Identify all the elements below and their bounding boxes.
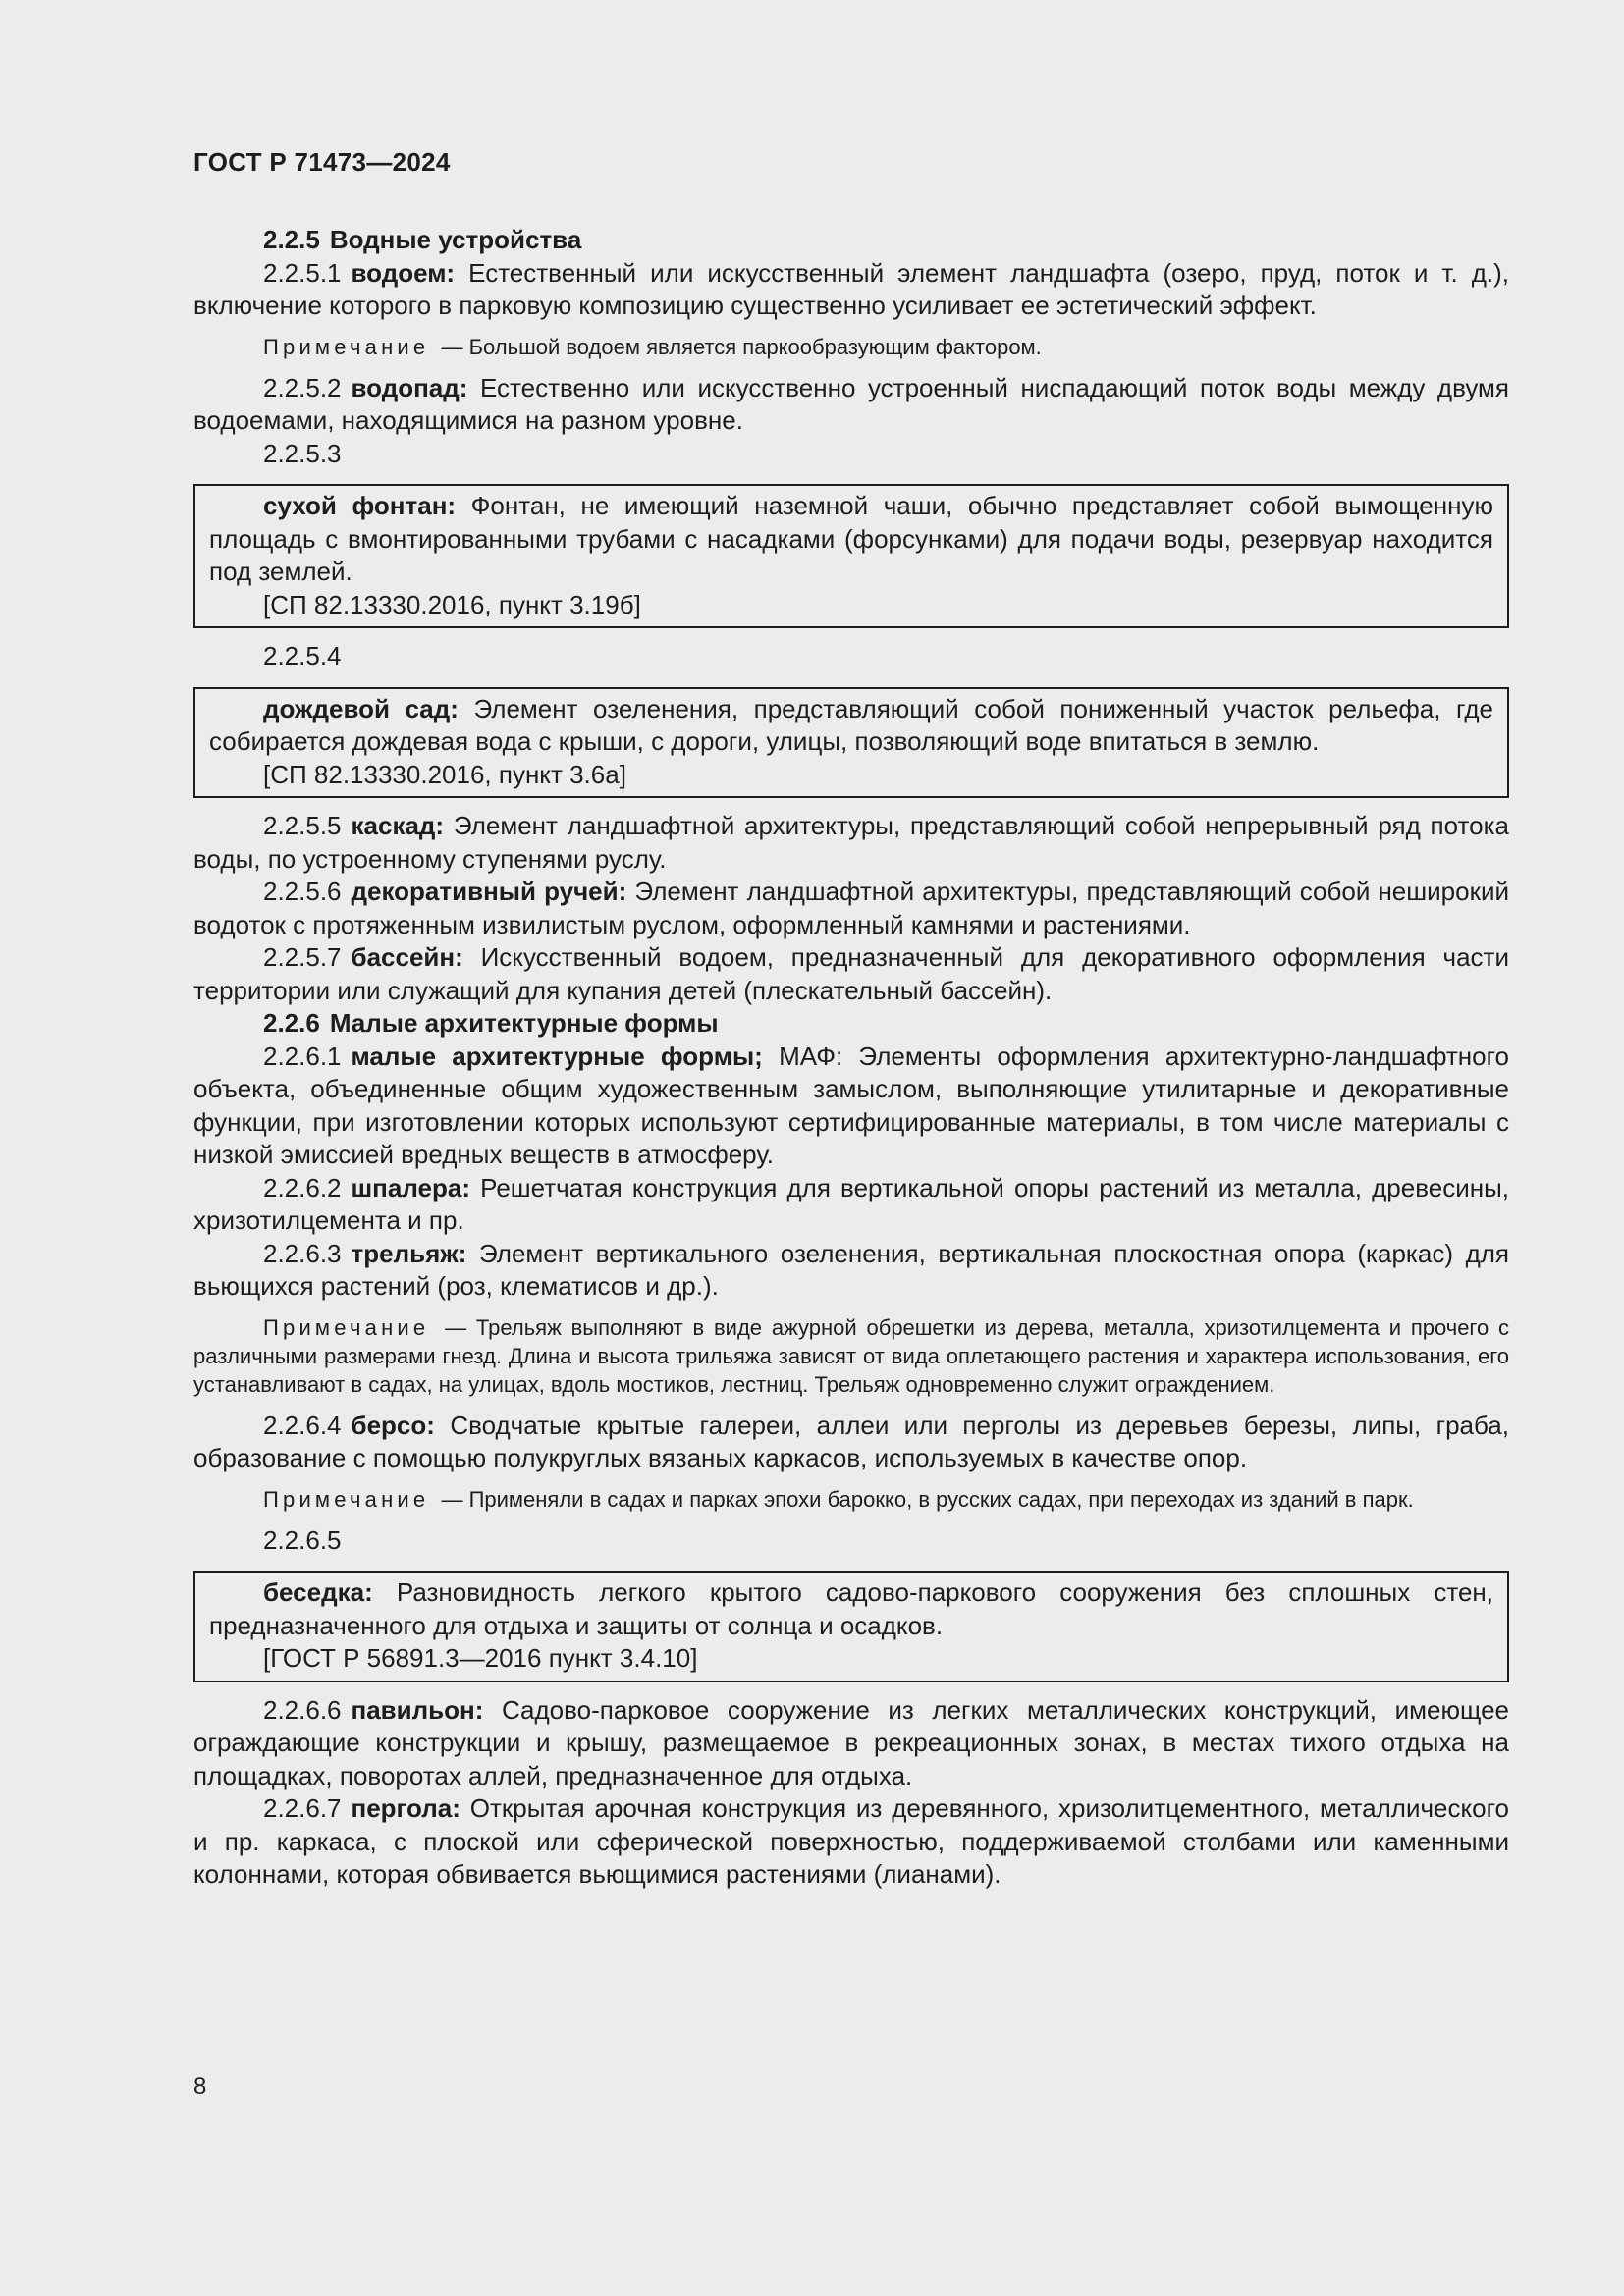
section-heading-2-2-5: 2.2.5 Водные устройства [263,225,582,254]
document-page [193,0,1509,2296]
document-header: ГОСТ Р 71473—2024 [193,147,451,177]
term-2-2-6-5: беседка: Разновидность легкого крытого садово-паркового сооружения без сплошных стен, предназначенного для отдыха и защиты от солнца и осадков. [209,1577,1493,1640]
section-heading-2-2-6: 2.2.6 Малые архитектурные формы [263,1008,719,1038]
term-box-2-2-5-4 [193,687,1509,799]
term-box-2-2-6-5 [193,1571,1509,1682]
term-2-2-6-4: 2.2.6.4 берсо: Сводчатые крытые галереи, аллеи или перголы из деревьев березы, липы, граба, образование с помощью полукруглых вязаных каркасов, используемых в качестве опор. [193,1410,1509,1472]
term-source-2-2-5-3: [СП 82.13330.2016, пункт 3.19б] [263,589,641,619]
term-number-2-2-6-5: 2.2.6.5 [263,1524,342,1555]
note-2-2-5-1: Примечание — Большой водоем является паркообразующим фактором. [263,334,1042,359]
document-body [193,224,1509,1892]
term-source-2-2-6-5: [ГОСТ Р 56891.3—2016 пункт 3.4.10] [263,1643,698,1673]
term-number-2-2-5-4: 2.2.5.4 [263,641,342,670]
term-2-2-5-7: 2.2.5.7 бассейн: Искусственный водоем, предназначенный для декоративного оформления части территории или служащий для купания детей (плескательный бассейн). [193,942,1509,1005]
term-number-2-2-5-3: 2.2.5.3 [263,438,342,468]
term-source-2-2-5-4: [СП 82.13330.2016, пункт 3.6а] [263,759,626,789]
term-2-2-5-4: дождевой сад: Элемент озеленения, представляющий собой пониженный участок рельефа, где собирается дождевая вода с крыши, с дороги, улицы, позволяющий воде впитаться в землю. [209,693,1493,756]
term-2-2-6-1: 2.2.6.1 малые архитектурные формы; МАФ: Элементы оформления архитектурно-ландшафтного объекта, объединенные общим художественным замыслом, выполняющие утилитарные и декоративные функции, при изготовлении которых используют сертифицированные материалы, в том числе материалы с низкой эмиссией вредных веществ в атмосферу. [193,1041,1509,1169]
page-number: 8 [193,2073,207,2100]
term-2-2-5-6: 2.2.5.6 декоративный ручей: Элемент ландшафтной архитектуры, представляющий собой неширокий водоток с протяженным извилистым руслом, оформленный камнями и растениями. [193,877,1509,939]
term-2-2-6-2: 2.2.6.2 шпалера: Решетчатая конструкция для вертикальной опоры растений из металла, древесины, хризотилцемента и пр. [193,1172,1509,1235]
term-2-2-5-5: 2.2.5.5 каскад: Элемент ландшафтной архитектуры, представляющий собой непрерывный ряд потока воды, по устроенному ступенями руслу. [193,811,1509,874]
term-box-2-2-5-3 [193,484,1509,628]
term-2-2-6-3: 2.2.6.3 трельяж: Элемент вертикального озеленения, вертикальная плоскостная опора (каркас) для вьющихся растений (роз, клематисов и др.). [193,1238,1509,1301]
note-2-2-6-4: Примечание — Применяли в садах и парках эпохи барокко, в русских садах, при переходах из зданий в парк. [263,1486,1414,1512]
term-2-2-5-1: 2.2.5.1 водоем: Естественный или искусственный элемент ландшафта (озеро, пруд, поток и т. д.), включение которого в парковую композицию существенно усиливает ее эстетический эффект. [193,257,1509,320]
term-2-2-5-3: сухой фонтан: Фонтан, не имеющий наземной чаши, обычно представляет собой вымощенную площадь с вмонтированными трубами с насадками (форсунками) для подачи воды, резервуар находится под землей. [209,491,1493,586]
term-2-2-6-6: 2.2.6.6 павильон: Садово-парковое сооружение из легких металлических конструкций, имеющее ограждающие конструкции и крышу, размещаемое в рекреационных зонах, в местах тихого отдыха на площадках, поворотах аллей, предназначенное для отдыха. [193,1694,1509,1790]
term-2-2-5-2: 2.2.5.2 водопад: Естественно или искусственно устроенный ниспадающий поток воды между двумя водоемами, находящимися на разном уровне. [193,372,1509,435]
note-2-2-6-3: Примечание — Трельяж выполняют в виде ажурной обрешетки из дерева, металла, хризотилцемента и прочего с различными размерами гнезд. Длина и высота трильяжа зависят от вида оплетающего растения и характера использования, его устанавливают в садах, на улицах, вдоль мостиков, лестниц. Трельяж одновременно служит ограждением. [193,1314,1509,1397]
term-2-2-6-7: 2.2.6.7 пергола: Открытая арочная конструкция из деревянного, хризолитцементного, металлического и пр. каркаса, с плоской или сферической поверхностью, поддерживаемой столбами или каменными колоннами, которая обвивается вьющимися растениями (лианами). [193,1793,1509,1889]
